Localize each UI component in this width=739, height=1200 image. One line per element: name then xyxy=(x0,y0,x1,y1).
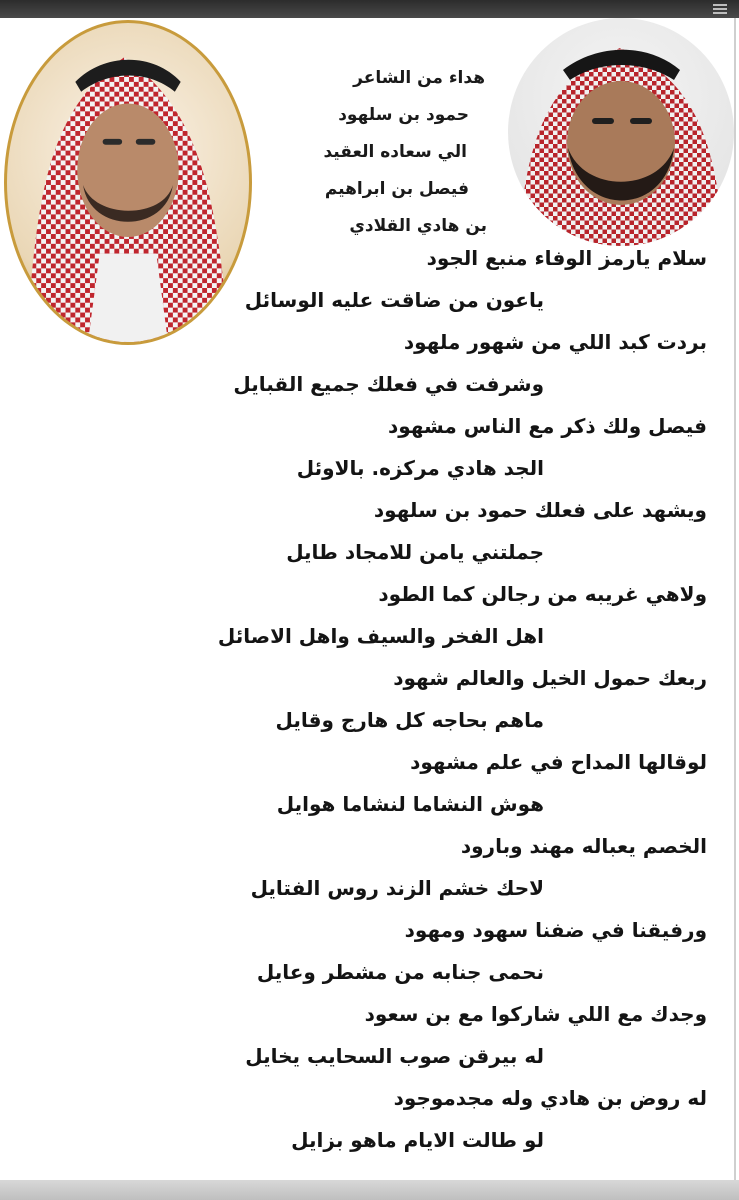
poem-verse: وشرفت في فعلك جميع القبايل xyxy=(233,372,544,396)
poem-verse: وجدك مع اللي شاركوا مع بن سعود xyxy=(364,1002,707,1026)
poem-verse: اهل الفخر والسيف واهل الاصائل xyxy=(217,624,544,648)
poem-verse: لاحك خشم الزند روس الفتايل xyxy=(250,876,544,900)
poem-verse: نحمى جنابه من مشطر وعايل xyxy=(256,960,544,984)
poem-verse: لو طالت الايام ماهو بزايل xyxy=(291,1128,544,1152)
poem-verse: سلام يارمز الوفاء منبع الجود xyxy=(426,246,707,270)
hamburger-menu-icon[interactable] xyxy=(713,4,727,14)
dedication-block xyxy=(239,60,499,245)
poem-verse: له روض بن هادي وله مجدموجود xyxy=(393,1086,707,1110)
poem-verse: الجد هادي مركزه. بالاوئل xyxy=(296,456,544,480)
dedication-line: هداء من الشاعر xyxy=(353,68,485,88)
poem-verse: لوقالها المداح في علم مشهود xyxy=(410,750,707,774)
dedication-line: فيصل بن ابراهيم xyxy=(324,179,469,199)
poem-verse: هوش النشاما لنشاما هوايل xyxy=(276,792,544,816)
poem-verse: له بيرقن صوب السحايب يخايل xyxy=(245,1044,544,1068)
dedication-line: حمود بن سلهود xyxy=(338,105,469,125)
dedication-line: الي سعاده العقيد xyxy=(323,142,467,162)
poem-verse: ياعون من ضاقت عليه الوسائل xyxy=(244,288,544,312)
poem-verse: جملتني يامن للامجاد طايل xyxy=(286,540,544,564)
portrait-photo-left xyxy=(4,20,252,345)
poem-verse: الخصم يعباله مهند وبارود xyxy=(460,834,707,858)
poem-verse: ربعك حمول الخيل والعالم شهود xyxy=(393,666,707,690)
bottom-bar xyxy=(0,1180,739,1200)
poem-verse: ورفيقنا في ضفنا سهود ومهود xyxy=(404,918,707,942)
portrait-photo-right xyxy=(508,18,734,246)
poem-verse: ويشهد على فعلك حمود بن سلهود xyxy=(373,498,707,522)
poem-verse: فيصل ولك ذكر مع الناس مشهود xyxy=(388,414,707,438)
poem-verse: بردت كبد اللي من شهور ملهود xyxy=(403,330,707,354)
dedication-line: بن هادي القلادي xyxy=(349,216,487,236)
poem-verse: ولاهي غريبه من رجالن كما الطود xyxy=(378,582,707,606)
top-bar xyxy=(0,0,739,18)
poem-verse: ماهم بحاجه كل هارج وقايل xyxy=(275,708,544,732)
